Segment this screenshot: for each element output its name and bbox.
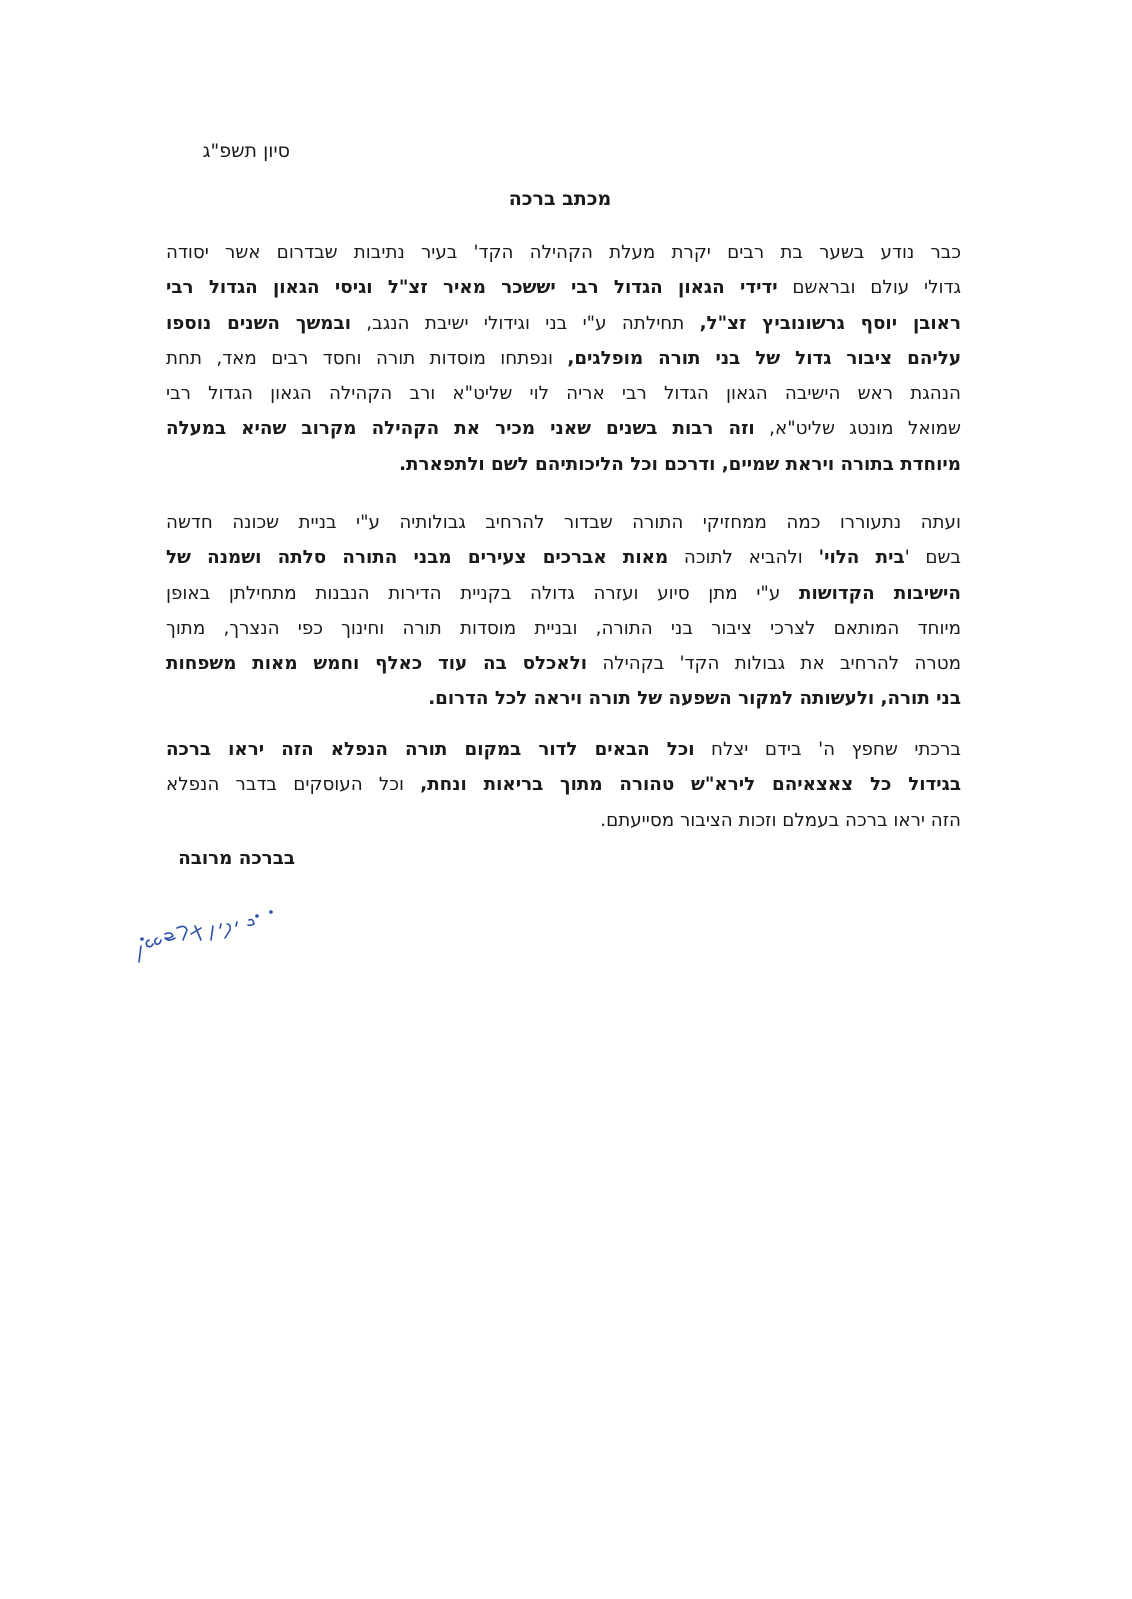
handwritten-signature [125, 890, 295, 970]
bold-text-run: בני תורה, ולעשותה למקור השפעה של תורה ויראה לכל הדרום. [428, 688, 961, 710]
closing-blessing: בברכה מרובה [178, 848, 295, 869]
bold-text-run: הישיבות הקדושות [798, 582, 961, 604]
text-run: מטרה להרחיב את גבולות הקד' בקהילה [587, 653, 961, 675]
bold-text-run: ובמשך השנים נוספו [166, 312, 351, 334]
text-line [166, 270, 961, 305]
text-line [166, 767, 961, 802]
text-run: כבר נודע בשער בת רבים יקרת מעלת הקהילה הקד' בעיר נתיבות שבדרום אשר יסודה [166, 242, 961, 263]
text-line [166, 611, 961, 646]
text-line [166, 505, 961, 540]
bold-text-run: בית הלוי' [818, 547, 905, 569]
text-run: ברכתי שחפץ ה' בידם יצלח [694, 739, 961, 760]
text-run: הזה יראו ברכה בעמלם וזכות הציבור מסייעתם. [600, 809, 961, 831]
paragraph-1 [166, 235, 961, 482]
bold-text-run: וכל הבאים לדור במקום תורה הנפלא הזה יראו ברכה [166, 739, 695, 760]
text-run: מיוחד המותאם לצרכי ציבור בני התורה, ובניית מוסדות תורה וחינוך כפי הנצרך, מתוך [166, 617, 961, 639]
text-run: וכל העוסקים בדבר הנפלא [166, 774, 421, 796]
text-line [166, 411, 961, 446]
bold-text-run: ידידי הגאון הגדול רבי יששכר מאיר זצ"ל וגיסי הגאון הגדול רבי [166, 277, 778, 299]
text-run: ע"י מתן סיוע ועזרה גדולה בקניית הדירות הנבנות מתחילתן באופן [166, 582, 799, 604]
text-run: שמואל מונטג שליט"א, [754, 418, 961, 440]
text-line [166, 732, 961, 767]
bold-text-run: ולאכלס בה עוד כאלף וחמש מאות משפחות [166, 653, 588, 675]
paragraph-3 [166, 732, 961, 838]
paragraph-2 [166, 505, 961, 717]
text-run: גדולי עולם ובראשם [777, 277, 961, 299]
bold-text-run: וזה רבות בשנים שאני מכיר את הקהילה מקרוב שהיא במעלה [166, 418, 755, 440]
text-run: בשם ' [904, 547, 961, 569]
text-line [166, 576, 961, 611]
letter-date: סיון תשפ"ג [202, 140, 290, 162]
text-line [166, 341, 961, 376]
bold-text-run: ראובן יוסף גרשונוביץ זצ"ל, [699, 312, 961, 334]
signature-icon [125, 890, 295, 970]
bold-text-run: מאות אברכים צעירים מבני התורה סלתה ושמנה של [166, 547, 669, 569]
text-line [166, 540, 961, 575]
text-run: תחילתה ע"י בני וגידולי ישיבת הנגב, [350, 312, 700, 334]
text-line [166, 447, 961, 482]
bold-text-run: עליהם ציבור גדול של בני תורה מופלגים, [567, 347, 961, 369]
text-run: ועתה נתעוררו כמה ממחזיקי התורה שבדור להרחיב גבולותיה ע"י בניית שכונה חדשה [166, 512, 961, 533]
text-run: ונפתחו מוסדות תורה וחסד רבים מאד, תחת [166, 347, 568, 369]
text-line [166, 376, 961, 411]
text-line [166, 681, 961, 716]
text-line [166, 803, 961, 838]
text-run: הנהגת ראש הישיבה הגאון הגדול רבי אריה לוי שליט"א ורב הקהילה הגאון הגדול רבי [166, 383, 961, 405]
letter-title: מכתב ברכה [508, 188, 612, 210]
text-line [166, 235, 961, 270]
text-line [166, 306, 961, 341]
bold-text-run: בגידול כל צאצאיהם לירא"ש טהורה מתוך בריאות ונחת, [420, 774, 961, 796]
bold-text-run: מיוחדת בתורה ויראת שמיים, ודרכם וכל הליכותיהם לשם ולתפארת. [399, 453, 961, 475]
text-line [166, 646, 961, 681]
text-run: ולהביא לתוכה [668, 547, 819, 569]
